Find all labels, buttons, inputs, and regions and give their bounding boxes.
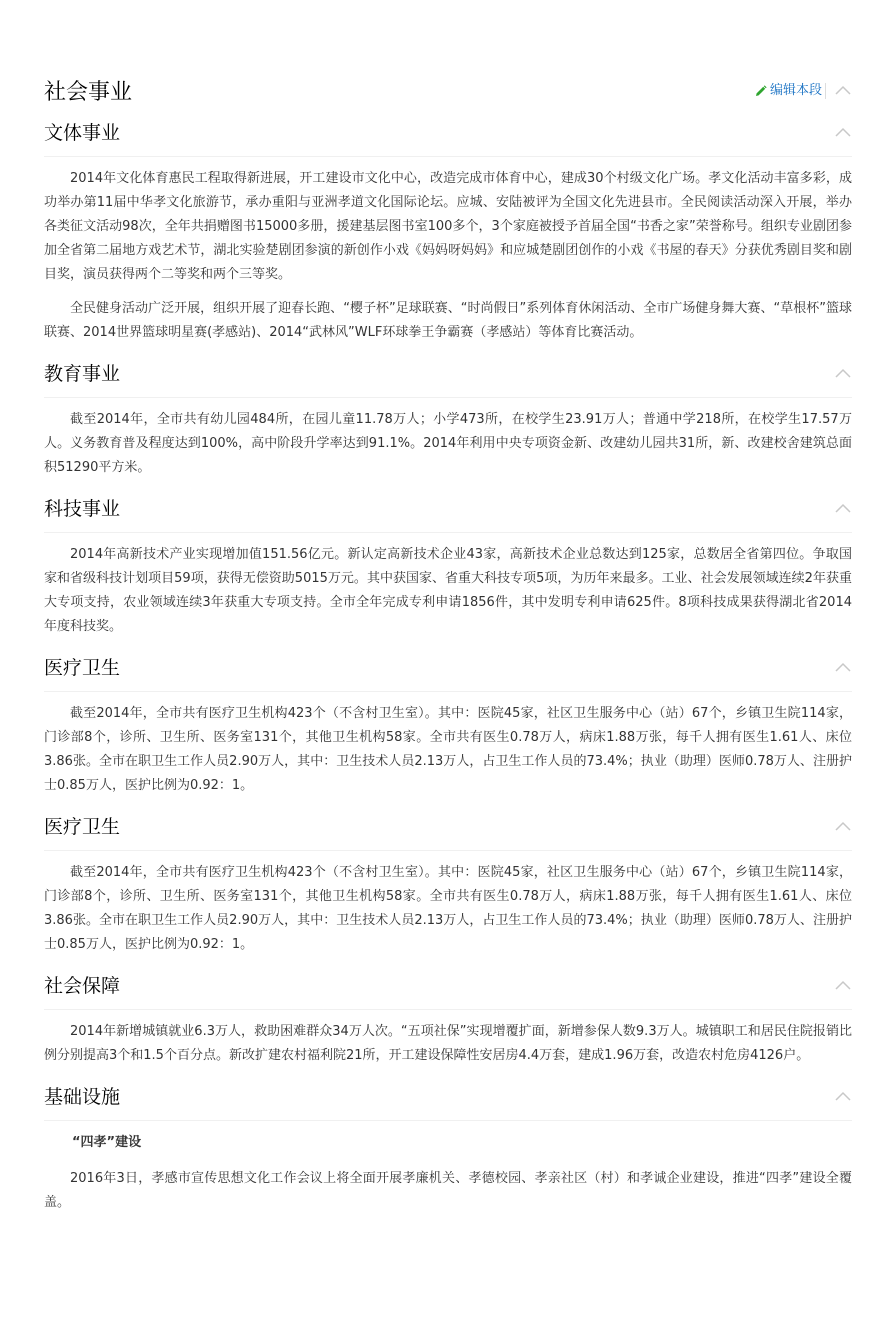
chevron-up-icon[interactable] xyxy=(834,124,852,142)
article-page xyxy=(44,74,852,1225)
content-section xyxy=(44,355,852,480)
section-paragraph: 2014年文化体育惠民工程取得新进展，开工建设市文化中心，改造完成市体育中心，建成30个村级文化广场。孝文化活动丰富多彩，成功举办第11届中华孝文化旅游节，承办重阳与亚洲孝道文化国际论坛。应城、安陆被评为全国文化先进县市。全民阅读活动深入开展，举办各类征文活动98次，全年共捐赠图书15000多册，援建基层图书室100多个，3个家庭被授予首届全国“书香之家”荣誉称号。组织专业剧团参加全省第二届地方戏艺术节，湖北实验楚剧团参演的新创作小戏《妈妈呀妈妈》和应城楚剧团创作的小戏《书屋的春天》分获优秀剧目奖和剧目奖，演员获得两个二等奖和两个三等奖。 xyxy=(44,171,852,282)
header-divider xyxy=(825,83,826,99)
section-title: 医疗卫生 xyxy=(44,657,121,679)
chevron-up-icon[interactable] xyxy=(834,977,852,995)
section-title: 教育事业 xyxy=(44,363,121,385)
section-paragraph: 截至2014年，全市共有医疗卫生机构423个（不含村卫生室）。其中：医院45家，社区卫生服务中心（站）67个，乡镇卫生院114家，门诊部8个，诊所、卫生所、医务室131个，其他卫生机构58家。全市共有医生0.78万人，病床1.88万张，每千人拥有医生1.61人、床位3.86张。全市在职卫生工作人员2.90万人，其中：卫生技术人员2.13万人，占卫生工作人员的73.4%；执业（助理）医师0.78万人、注册护士0.85万人，医护比例为0.92：1。 xyxy=(44,865,852,952)
section-paragraph: 2016年3日，孝感市宣传思想文化工作会议上将全面开展孝廉机关、孝德校园、孝亲社区（村）和孝诚企业建设，推进“四孝”建设全覆盖。 xyxy=(44,1171,852,1210)
section-paragraph: 2014年高新技术产业实现增加值151.56亿元。新认定高新技术企业43家，高新技术企业总数达到125家，总数居全省第四位。争取国家和省级科技计划项目59项，获得无偿资助5015万元。其中获国家、省重大科技专项5项，为历年来最多。工业、社会发展领域连续2年获重大专项支持，农业领域连续3年获重大专项支持。全市全年完成专利申请1856件，其中发明专利申请625件。8项科技成果获得湖北省2014年度科技奖。 xyxy=(44,547,852,634)
content-section xyxy=(44,649,852,798)
chevron-up-icon[interactable] xyxy=(834,82,852,100)
edit-section-label: 编辑本段 xyxy=(769,83,822,98)
chevron-up-icon[interactable] xyxy=(834,659,852,677)
section-title: 社会保障 xyxy=(44,975,121,997)
sections-container xyxy=(44,114,852,1215)
section-header xyxy=(44,114,852,157)
content-section xyxy=(44,114,852,345)
section-header xyxy=(44,808,852,851)
chevron-up-icon[interactable] xyxy=(834,365,852,383)
content-section xyxy=(44,490,852,639)
section-header xyxy=(44,490,852,533)
section-paragraph: 截至2014年，全市共有幼儿园484所，在园儿童11.78万人；小学473所，在校学生23.91万人；普通中学218所，在校学生17.57万人。义务教育普及程度达到100%，高中阶段升学率达到91.1%。2014年利用中央专项资金新、改建幼儿园共31所，新、改建校舍建筑总面积51290平方米。 xyxy=(44,412,852,475)
chevron-up-icon[interactable] xyxy=(834,1088,852,1106)
section-header xyxy=(44,649,852,692)
section-title: 医疗卫生 xyxy=(44,816,121,838)
section-paragraph: 全民健身活动广泛开展，组织开展了迎春长跑、“樱子杯”足球联赛、“时尚假日”系列体育休闲活动、全市广场健身舞大赛、“草根杯”篮球联赛、2014世界篮球明星赛(孝感站)、2014“武林风”WLF环球拳王争霸赛（孝感站）等体育比赛活动。 xyxy=(44,301,852,340)
section-header xyxy=(44,355,852,398)
chevron-up-icon[interactable] xyxy=(834,500,852,518)
section-header xyxy=(44,1078,852,1121)
content-section xyxy=(44,808,852,957)
section-paragraph: 2014年新增城镇就业6.3万人，救助困难群众34万人次。“五项社保”实现增覆扩面，新增参保人数9.3万人。城镇职工和居民住院报销比例分别提高3个和1.5个百分点。新改扩建农村福利院21所，开工建设保障性安居房4.4万套，建成1.96万套，改造农村危房4126户。 xyxy=(44,1024,852,1063)
chevron-up-icon[interactable] xyxy=(834,818,852,836)
section-title: 文体事业 xyxy=(44,122,121,144)
main-title: 社会事业 xyxy=(44,80,133,105)
section-subheading: “四孝”建设 xyxy=(72,1135,142,1150)
section-title: 科技事业 xyxy=(44,498,121,520)
edit-section-link[interactable] xyxy=(755,82,822,100)
pencil-icon xyxy=(755,85,767,97)
content-section xyxy=(44,967,852,1068)
main-header xyxy=(44,74,852,114)
section-title: 基础设施 xyxy=(44,1086,121,1108)
section-header xyxy=(44,967,852,1010)
section-paragraph: 截至2014年，全市共有医疗卫生机构423个（不含村卫生室）。其中：医院45家，社区卫生服务中心（站）67个，乡镇卫生院114家，门诊部8个，诊所、卫生所、医务室131个，其他卫生机构58家。全市共有医生0.78万人，病床1.88万张，每千人拥有医生1.61人、床位3.86张。全市在职卫生工作人员2.90万人，其中：卫生技术人员2.13万人，占卫生工作人员的73.4%；执业（助理）医师0.78万人、注册护士0.85万人，医护比例为0.92：1。 xyxy=(44,706,852,793)
content-section xyxy=(44,1078,852,1215)
